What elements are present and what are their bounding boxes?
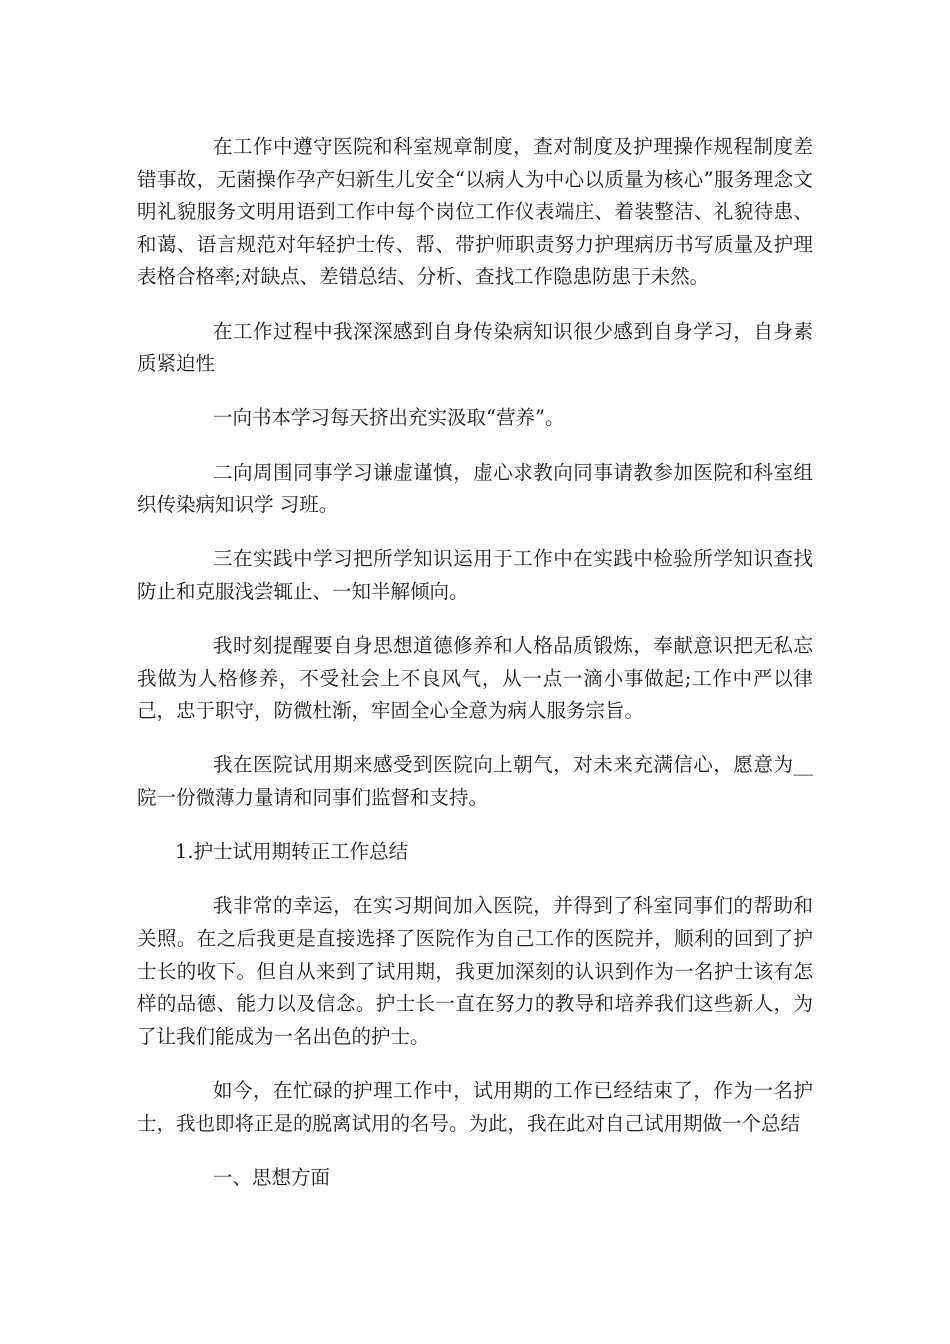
section-title: 1.护士试用期转正工作总结: [175, 840, 409, 864]
paragraph-moral-cultivation: 我时刻提醒要自身思想道德修养和人格品质锻炼，奉献意识把无私忘我做为人格修养，不受社会上不良风气，从一点一滴小事做起;工作中严以律己，忠于职守，防微杜渐，牢固全心全意为病人服务宗旨。: [137, 634, 813, 723]
paragraph-learning-urgency: 在工作过程中我深深感到自身传染病知识很少感到自身学习，自身素质紧迫性: [137, 319, 813, 376]
paragraph-summary-intro: 如今，在忙碌的护理工作中，试用期的工作已经结束了，作为一名护士，我也即将正是的脱离试用的名号。为此，我在此对自己试用期做一个总结: [137, 1079, 813, 1135]
paragraph-learn-from-colleagues: 二向周围同事学习谦虚谨慎，虚心求教向同事请教参加医院和科室组织传染病知识学 习班。: [137, 460, 813, 517]
paragraph-learn-in-practice: 三在实践中学习把所学知识运用于工作中在实践中检验所学知识查找防止和克服浅尝辄止、一知半解倾向。: [137, 547, 813, 603]
subheading-thought: 一、思想方面: [213, 1165, 331, 1189]
paragraph-rules: 在工作中遵守医院和科室规章制度，查对制度及护理操作规程制度差错事故，无菌操作孕产妇新生儿安全“以病人为中心以质量为核心”服务理念文明礼貌服务文明用语到工作中每个岗位工作仪表端庄、着装整洁、礼貌待患、和蔼、语言规范对年轻护士传、帮、带护师职责努力护理病历书写质量及护理表格合格率;对缺点、差错总结、分析、查找工作隐患防患于未然。: [137, 135, 813, 289]
paragraph-learn-from-books: 一向书本学习每天挤出充实汲取“营养”。: [213, 406, 565, 430]
paragraph-internship: 我非常的幸运，在实习期间加入医院，并得到了科室同事们的帮助和关照。在之后我更是直接选择了医院作为自己工作的医院并，顺利的回到了护士长的收下。但自从来到了试用期，我更加深刻的认识到作为一名护士该有怎样的品德、能力以及信念。护士长一直在努力的教导和培养我们这些新人，为了让我们能成为一名出色的护士。: [137, 894, 813, 1048]
paragraph-confidence: 我在医院试用期来感受到医院向上朝气，对未来充满信心，愿意为__院一份微薄力量请和同事们监督和支持。: [137, 753, 813, 810]
